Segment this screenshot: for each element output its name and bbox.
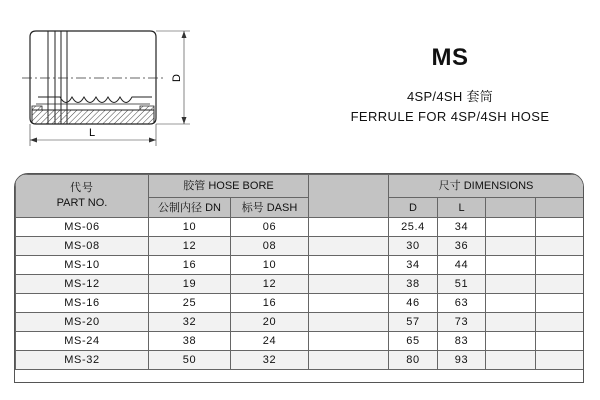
cell-empty xyxy=(486,294,536,313)
header-part-en: PART NO. xyxy=(56,197,108,209)
section-lip xyxy=(140,106,154,110)
cell-l: 36 xyxy=(438,237,486,256)
cell-part: MS-12 xyxy=(16,275,149,294)
cell-d: 30 xyxy=(389,237,438,256)
cell-dn: 19 xyxy=(149,275,231,294)
title-block xyxy=(300,44,600,124)
cell-dash: 24 xyxy=(231,332,309,351)
cell-d: 57 xyxy=(389,313,438,332)
cell-part: MS-24 xyxy=(16,332,149,351)
cell-blank xyxy=(309,351,389,370)
cell-empty xyxy=(486,256,536,275)
cell-dash: 06 xyxy=(231,218,309,237)
table-row xyxy=(16,237,584,256)
cell-blank xyxy=(309,294,389,313)
cell-dn: 38 xyxy=(149,332,231,351)
table-row xyxy=(16,332,584,351)
cell-empty xyxy=(536,237,584,256)
cell-blank xyxy=(309,218,389,237)
cell-dn: 32 xyxy=(149,313,231,332)
cell-l: 73 xyxy=(438,313,486,332)
cell-l: 83 xyxy=(438,332,486,351)
table-row xyxy=(16,275,584,294)
cell-dash: 32 xyxy=(231,351,309,370)
header-dimensions: 尺寸 DIMENSIONS xyxy=(389,175,584,198)
dimension-arrow xyxy=(182,31,187,38)
cell-blank xyxy=(309,332,389,351)
cell-d: 38 xyxy=(389,275,438,294)
cell-empty xyxy=(486,332,536,351)
cell-dn: 10 xyxy=(149,218,231,237)
cell-d: 46 xyxy=(389,294,438,313)
dimension-d-label: D xyxy=(171,74,183,82)
header-dn: 公制内径 DN xyxy=(149,198,231,218)
cell-part: MS-10 xyxy=(16,256,149,275)
cell-dash: 08 xyxy=(231,237,309,256)
cell-empty xyxy=(486,275,536,294)
header-d: D xyxy=(389,198,438,218)
cell-part: MS-20 xyxy=(16,313,149,332)
cell-l: 93 xyxy=(438,351,486,370)
cell-empty xyxy=(486,351,536,370)
cell-empty xyxy=(486,218,536,237)
cell-d: 25.4 xyxy=(389,218,438,237)
cell-part: MS-32 xyxy=(16,351,149,370)
cell-blank xyxy=(309,275,389,294)
header-dash: 标号 DASH xyxy=(231,198,309,218)
cell-l: 44 xyxy=(438,256,486,275)
cell-empty xyxy=(486,313,536,332)
table-row xyxy=(16,256,584,275)
table-row xyxy=(16,294,584,313)
table-row xyxy=(16,218,584,237)
section-hatch xyxy=(32,110,154,124)
header-blank xyxy=(309,175,389,218)
header-part xyxy=(16,175,149,218)
dimension-l-label: L xyxy=(88,127,96,139)
cell-dash: 10 xyxy=(231,256,309,275)
spec-table xyxy=(14,173,584,383)
cell-empty xyxy=(536,332,584,351)
dimension-arrow xyxy=(149,138,156,143)
cell-empty xyxy=(536,351,584,370)
header-l: L xyxy=(438,198,486,218)
product-code: MS xyxy=(431,44,469,71)
cell-empty xyxy=(486,237,536,256)
header-empty xyxy=(486,198,536,218)
cell-empty xyxy=(536,218,584,237)
cell-dn: 50 xyxy=(149,351,231,370)
cell-d: 80 xyxy=(389,351,438,370)
cell-l: 51 xyxy=(438,275,486,294)
section-lip xyxy=(32,106,42,110)
cell-blank xyxy=(309,313,389,332)
cell-blank xyxy=(309,256,389,275)
cell-part: MS-08 xyxy=(16,237,149,256)
cell-blank xyxy=(309,237,389,256)
cell-part: MS-16 xyxy=(16,294,149,313)
cell-l: 34 xyxy=(438,218,486,237)
cell-empty xyxy=(536,275,584,294)
cell-l: 63 xyxy=(438,294,486,313)
header-hose-bore: 胶管 HOSE BORE xyxy=(149,175,309,198)
cell-empty xyxy=(536,313,584,332)
cell-dn: 16 xyxy=(149,256,231,275)
header-empty xyxy=(536,198,584,218)
cell-d: 34 xyxy=(389,256,438,275)
table-row xyxy=(16,313,584,332)
dimension-arrow xyxy=(30,138,37,143)
cell-d: 65 xyxy=(389,332,438,351)
cell-empty xyxy=(536,256,584,275)
cell-dash: 12 xyxy=(231,275,309,294)
product-description: FERRULE FOR 4SP/4SH HOSE xyxy=(350,109,550,124)
cell-dash: 16 xyxy=(231,294,309,313)
dimension-arrow xyxy=(182,117,187,124)
ferrule-drawing xyxy=(0,0,300,160)
cell-empty xyxy=(536,294,584,313)
cell-dash: 20 xyxy=(231,313,309,332)
cell-dn: 12 xyxy=(149,237,231,256)
table-row xyxy=(16,351,584,370)
cell-dn: 25 xyxy=(149,294,231,313)
header-part-zh: 代号 xyxy=(70,182,94,194)
cell-part: MS-06 xyxy=(16,218,149,237)
product-subtitle: 4SP/4SH 套筒 xyxy=(406,89,494,104)
